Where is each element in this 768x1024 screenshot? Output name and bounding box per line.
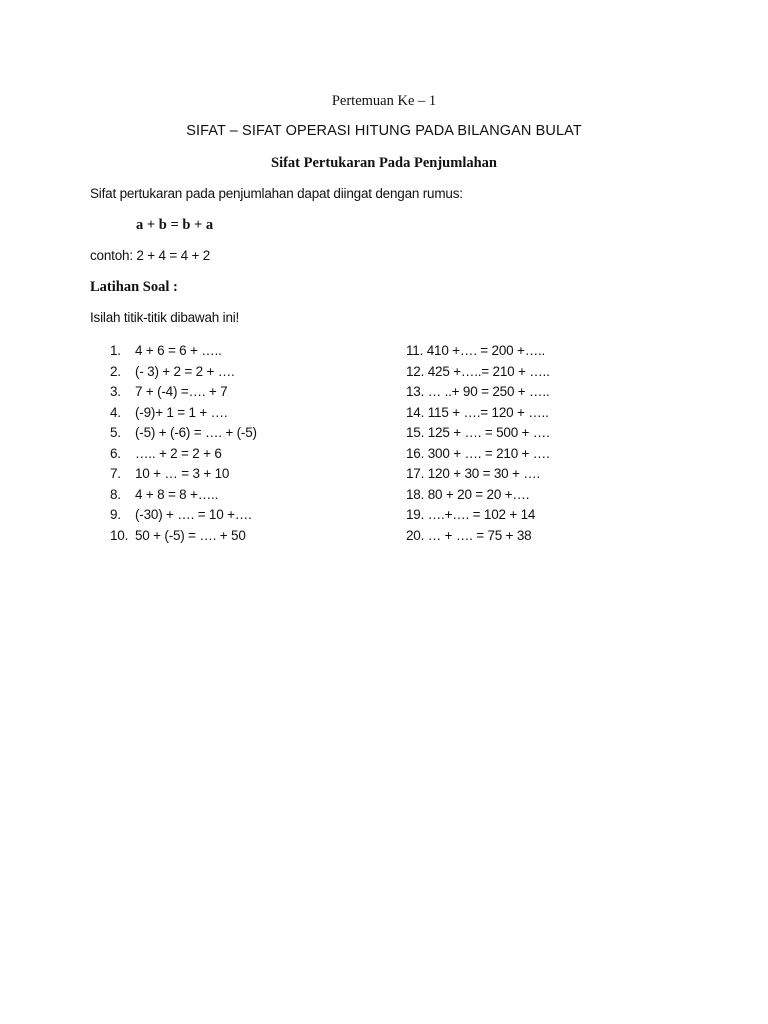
item-text: (-5) + (-6) = …. + (-5) (135, 425, 257, 440)
exercise-item (110, 505, 257, 526)
exercise-item (110, 444, 257, 465)
item-number: 1. (110, 343, 121, 358)
item-text: 120 + 30 = 30 + …. (427, 466, 541, 481)
item-number: 15. (406, 425, 425, 440)
exercise-item (110, 464, 257, 485)
item-text: 50 + (-5) = …. + 50 (135, 527, 246, 543)
item-text: 10 + … = 3 + 10 (135, 466, 230, 481)
item-text: (-30) + …. = 10 +…. (135, 507, 252, 522)
exercise-item (406, 423, 550, 444)
exercise-heading: Latihan Soal : (90, 279, 178, 295)
exercise-item (110, 526, 257, 547)
exercise-item (406, 464, 550, 485)
exercise-item (110, 423, 257, 444)
item-text: 125 + …. = 500 + …. (427, 425, 550, 440)
item-text: (- 3) + 2 = 2 + …. (135, 363, 235, 379)
item-text: 300 + …. = 210 + …. (427, 445, 550, 461)
exercise-item (110, 382, 257, 403)
exercise-list-left (110, 341, 257, 546)
item-number: 9. (110, 507, 121, 522)
example-text: contoh: 2 + 4 = 4 + 2 (90, 248, 211, 263)
item-number: 2. (110, 363, 121, 379)
exercise-item (406, 362, 550, 383)
item-number: 5. (110, 425, 121, 440)
item-number: 17. (406, 466, 425, 481)
intro-text: Sifat pertukaran pada penjumlahan dapat diingat dengan rumus: (90, 186, 463, 201)
item-number: 13. (406, 384, 425, 399)
exercise-item (110, 362, 257, 383)
item-number: 4. (110, 404, 121, 420)
exercise-item (406, 382, 550, 403)
exercise-item (110, 341, 257, 362)
item-text: ….+…. = 102 + 14 (427, 507, 536, 522)
formula: a + b = b + a (136, 217, 214, 233)
exercise-item (406, 526, 550, 547)
exercise-item (110, 485, 257, 506)
item-text: 115 + ….= 120 + ….. (427, 404, 549, 420)
item-text: ….. + 2 = 2 + 6 (135, 445, 222, 461)
item-text: 410 +…. = 200 +….. (426, 343, 546, 358)
meeting-label: Pertemuan Ke – 1 (331, 93, 437, 109)
item-number: 7. (110, 466, 121, 481)
item-text: … ..+ 90 = 250 + ….. (427, 384, 550, 399)
instruction-text: Isilah titik-titik dibawah ini! (90, 310, 240, 325)
item-number: 10. (110, 527, 129, 543)
item-number: 20. (406, 527, 425, 543)
exercise-item (406, 444, 550, 465)
exercise-item (406, 341, 550, 362)
item-number: 18. (406, 486, 425, 502)
item-number: 12. (406, 363, 425, 379)
item-number: 19. (406, 507, 425, 522)
item-text: 7 + (-4) =…. + 7 (135, 384, 228, 399)
exercise-list-right (406, 341, 550, 546)
item-text: 80 + 20 = 20 +…. (427, 486, 530, 502)
exercise-item (110, 403, 257, 424)
item-text: 4 + 6 = 6 + ….. (135, 343, 222, 358)
item-number: 3. (110, 384, 121, 399)
item-number: 14. (406, 404, 425, 420)
item-text: (-9)+ 1 = 1 + …. (135, 404, 228, 420)
item-number: 6. (110, 445, 121, 461)
exercise-item (406, 485, 550, 506)
document-title: SIFAT – SIFAT OPERASI HITUNG PADA BILANGAN BULAT (186, 123, 582, 139)
item-number: 11. (406, 343, 424, 358)
exercise-item (406, 505, 550, 526)
item-text: 4 + 8 = 8 +….. (135, 486, 219, 502)
item-number: 8. (110, 486, 121, 502)
section-subtitle: Sifat Pertukaran Pada Penjumlahan (271, 155, 497, 171)
item-text: 425 +…..= 210 + ….. (427, 363, 550, 379)
item-text: … + …. = 75 + 38 (427, 527, 532, 543)
exercise-item (406, 403, 550, 424)
item-number: 16. (406, 445, 425, 461)
